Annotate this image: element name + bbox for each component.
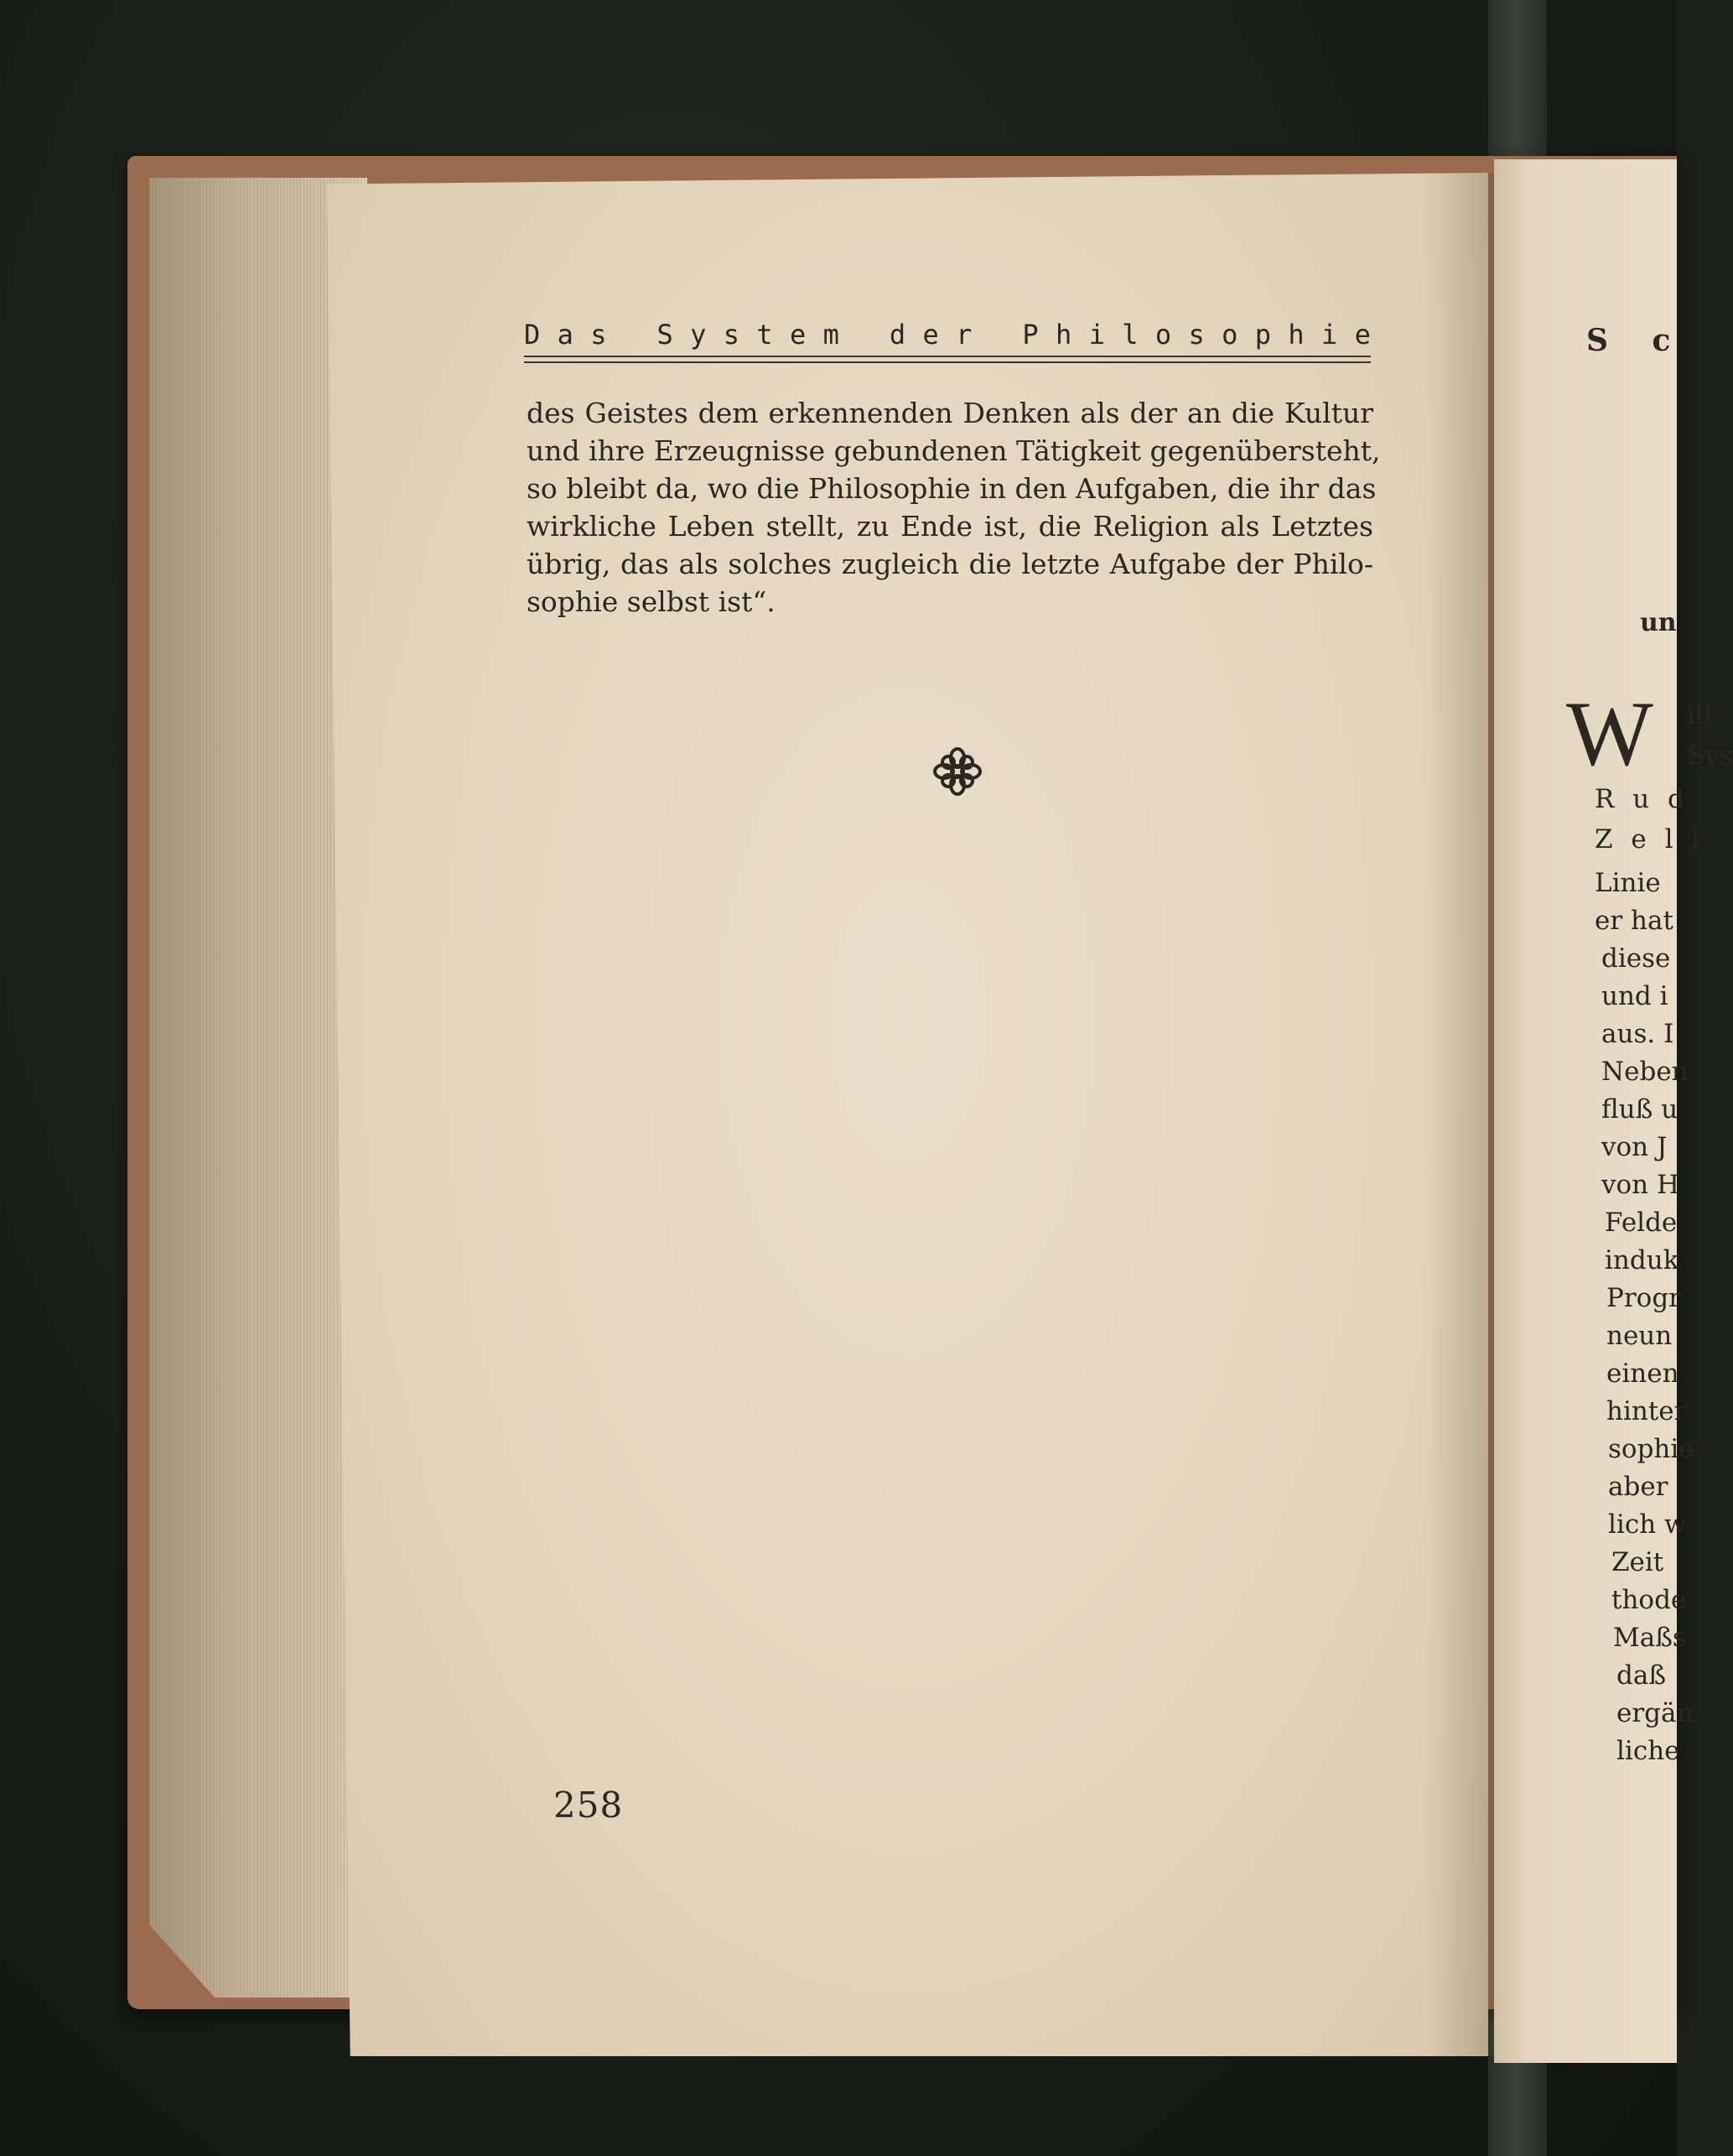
- right-line-fragment: ergän: [1616, 1698, 1694, 1728]
- right-line-fragment: einen: [1606, 1359, 1679, 1389]
- running-head-char: s: [1188, 319, 1205, 351]
- right-running-head: S c: [1586, 323, 1688, 358]
- right-line-fragment: von H: [1601, 1170, 1680, 1200]
- running-head: [524, 319, 1371, 361]
- right-line-fragment: aus. I: [1601, 1019, 1674, 1049]
- right-page-content: [1494, 0, 1733, 2156]
- running-head-char: p: [1254, 319, 1272, 351]
- right-line-fragment: diese: [1601, 943, 1671, 974]
- running-head-char: s: [590, 319, 607, 351]
- right-line-fragment: Linie: [1595, 868, 1661, 898]
- body-line: so bleibt da, wo die Philosophie in den Aufgaben, die ihr das: [527, 472, 1377, 505]
- right-line-fragment: Sys: [1687, 740, 1733, 771]
- right-line-fragment: induk: [1605, 1245, 1679, 1275]
- running-head-char: e: [1354, 319, 1371, 351]
- running-head-char: [856, 319, 872, 361]
- running-head-char: s: [723, 319, 740, 351]
- running-head-char: D: [524, 319, 541, 351]
- running-head-char: d: [889, 319, 906, 351]
- right-line-fragment: thode: [1611, 1585, 1687, 1615]
- running-head-char: i: [1088, 319, 1105, 351]
- body-text: [527, 394, 1381, 621]
- body-line: wirkliche Leben stellt, zu Ende ist, die Religion als Letztes: [527, 510, 1373, 543]
- right-line-fragment: fluß u: [1601, 1094, 1679, 1125]
- right-line-fragment: von J: [1601, 1132, 1668, 1162]
- running-head-char: h: [1288, 319, 1305, 351]
- right-line-fragment: und i: [1601, 981, 1668, 1011]
- right-line-fragment: Zeit: [1611, 1547, 1664, 1577]
- flower-ornament-icon: [924, 738, 991, 805]
- right-line-fragment: ill: [1687, 700, 1712, 730]
- right-line-fragment: liche: [1616, 1736, 1680, 1766]
- running-head-rule: [524, 356, 1371, 363]
- right-line-fragment: hinter: [1606, 1396, 1687, 1426]
- right-line-fragment: neun: [1606, 1321, 1673, 1351]
- right-line-fragment: Maßs: [1613, 1623, 1686, 1653]
- right-line-fragment: Neben: [1601, 1057, 1689, 1087]
- running-head-char: a: [557, 319, 573, 351]
- body-line: sophie selbst ist“.: [527, 585, 776, 618]
- running-head-char: S: [656, 319, 673, 351]
- drop-cap: W: [1566, 683, 1653, 785]
- running-head-char: e: [790, 319, 807, 351]
- body-line: und ihre Erzeugnisse gebundenen Tätigkeit gegenübersteht,: [527, 434, 1381, 467]
- running-head-char: [624, 319, 640, 361]
- right-line-fragment: Progr: [1606, 1283, 1682, 1313]
- page-number: 258: [553, 1785, 624, 1826]
- running-head-char: o: [1222, 319, 1238, 351]
- body-line: des Geistes dem erkennenden Denken als der an die Kultur: [527, 397, 1373, 429]
- running-head-char: e: [922, 319, 939, 351]
- body-line: übrig, das als solches zugleich die letzte Aufgabe der Philo-: [527, 548, 1373, 580]
- right-line-fragment: sophie: [1608, 1434, 1694, 1464]
- right-line-fragment: lich w: [1608, 1509, 1687, 1540]
- right-line-fragment: R u d: [1595, 784, 1689, 814]
- running-head-char: t: [756, 319, 773, 351]
- right-line-fragment: Felde: [1605, 1208, 1678, 1238]
- running-head-char: r: [956, 319, 973, 351]
- running-head-char: i: [1321, 319, 1338, 351]
- right-line-fragment: daß: [1616, 1660, 1667, 1691]
- running-head-char: l: [1122, 319, 1139, 351]
- running-head-char: y: [690, 319, 707, 351]
- running-head-char: [989, 319, 1005, 361]
- running-head-char: o: [1154, 319, 1172, 351]
- right-subheading: un: [1640, 608, 1677, 637]
- running-head-char: P: [1022, 319, 1039, 351]
- running-head-char: m: [822, 319, 839, 351]
- right-line-fragment: Z e l l: [1595, 824, 1705, 855]
- right-line-fragment: aber: [1608, 1472, 1668, 1502]
- right-line-fragment: er hat: [1595, 906, 1673, 936]
- running-head-char: h: [1056, 319, 1072, 351]
